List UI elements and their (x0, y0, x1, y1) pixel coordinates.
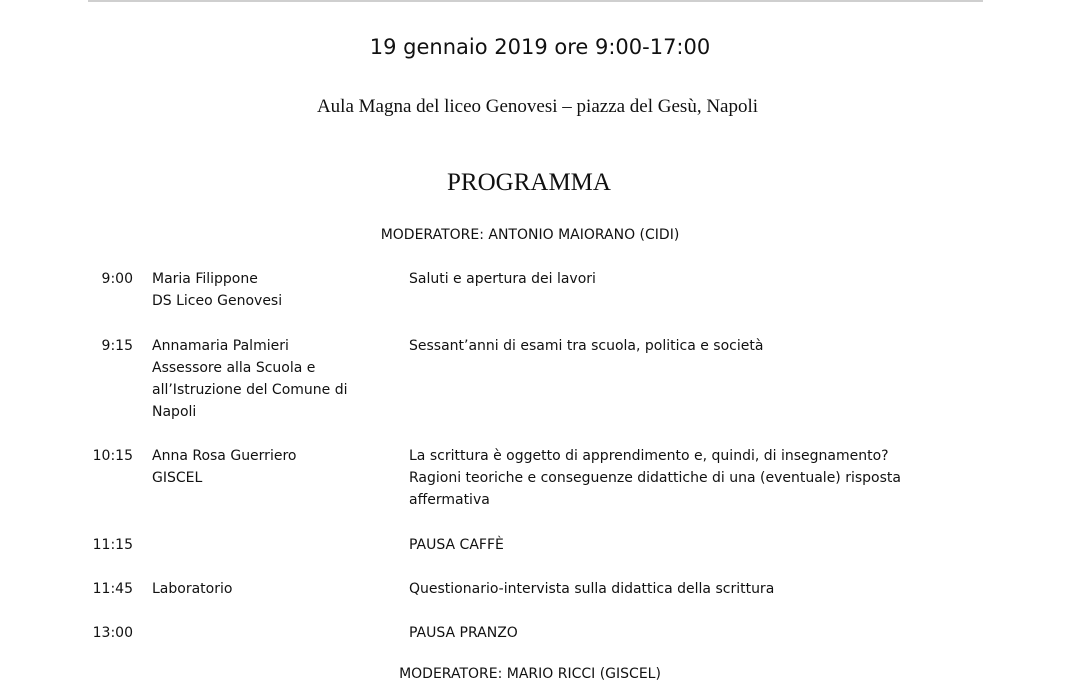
schedule-speaker (152, 335, 382, 423)
schedule-time: 9:00 (101, 271, 133, 287)
speaker-line: Anna Rosa Guerriero (152, 448, 297, 464)
schedule-time: 11:15 (92, 537, 133, 553)
schedule-topic (409, 335, 949, 357)
topic-line: Questionario-intervista sulla didattica della scrittura (409, 581, 775, 597)
topic-line: PAUSA PRANZO (409, 625, 518, 641)
page-title: PROGRAMMA (447, 169, 611, 196)
topic-line: affermativa (409, 492, 490, 508)
topic-line: Ragioni teoriche e conseguenze didattiche di una (eventuale) risposta (409, 470, 901, 486)
topic-line: PAUSA CAFFÈ (409, 537, 504, 553)
speaker-line: Annamaria Palmieri (152, 338, 289, 354)
event-date-time: 19 gennaio 2019 ore 9:00-17:00 (369, 35, 711, 59)
topic-line: La scrittura è oggetto di apprendimento e, quindi, di insegnamento? (409, 448, 889, 464)
speaker-line: DS Liceo Genovesi (152, 293, 283, 309)
moderator-line: MODERATORE: MARIO RICCI (GISCEL) (399, 666, 661, 682)
schedule-topic (409, 622, 949, 644)
speaker-line: Laboratorio (152, 581, 233, 597)
schedule-topic (409, 534, 949, 556)
schedule-topic (409, 268, 949, 290)
schedule-time: 13:00 (92, 625, 133, 641)
speaker-line: Maria Filippone (152, 271, 258, 287)
speaker-line: Assessore alla Scuola e (152, 360, 316, 376)
topic-line: Saluti e apertura dei lavori (409, 271, 596, 287)
schedule-time: 10:15 (92, 448, 133, 464)
schedule-speaker (152, 578, 382, 600)
speaker-line: Napoli (152, 404, 197, 420)
schedule-speaker (152, 445, 382, 489)
event-venue: Aula Magna del liceo Genovesi – piazza del Gesù, Napoli (316, 96, 759, 117)
schedule-time: 9:15 (101, 338, 133, 354)
schedule-speaker (152, 268, 382, 312)
speaker-line: all’Istruzione del Comune di (152, 382, 348, 398)
schedule-topic (409, 445, 949, 511)
schedule-topic (409, 578, 949, 600)
top-rule (88, 0, 983, 2)
schedule-time: 11:45 (92, 581, 133, 597)
speaker-line: GISCEL (152, 470, 203, 486)
moderator-line: MODERATORE: ANTONIO MAIORANO (CIDI) (380, 227, 680, 243)
topic-line: Sessant’anni di esami tra scuola, politica e società (409, 338, 764, 354)
